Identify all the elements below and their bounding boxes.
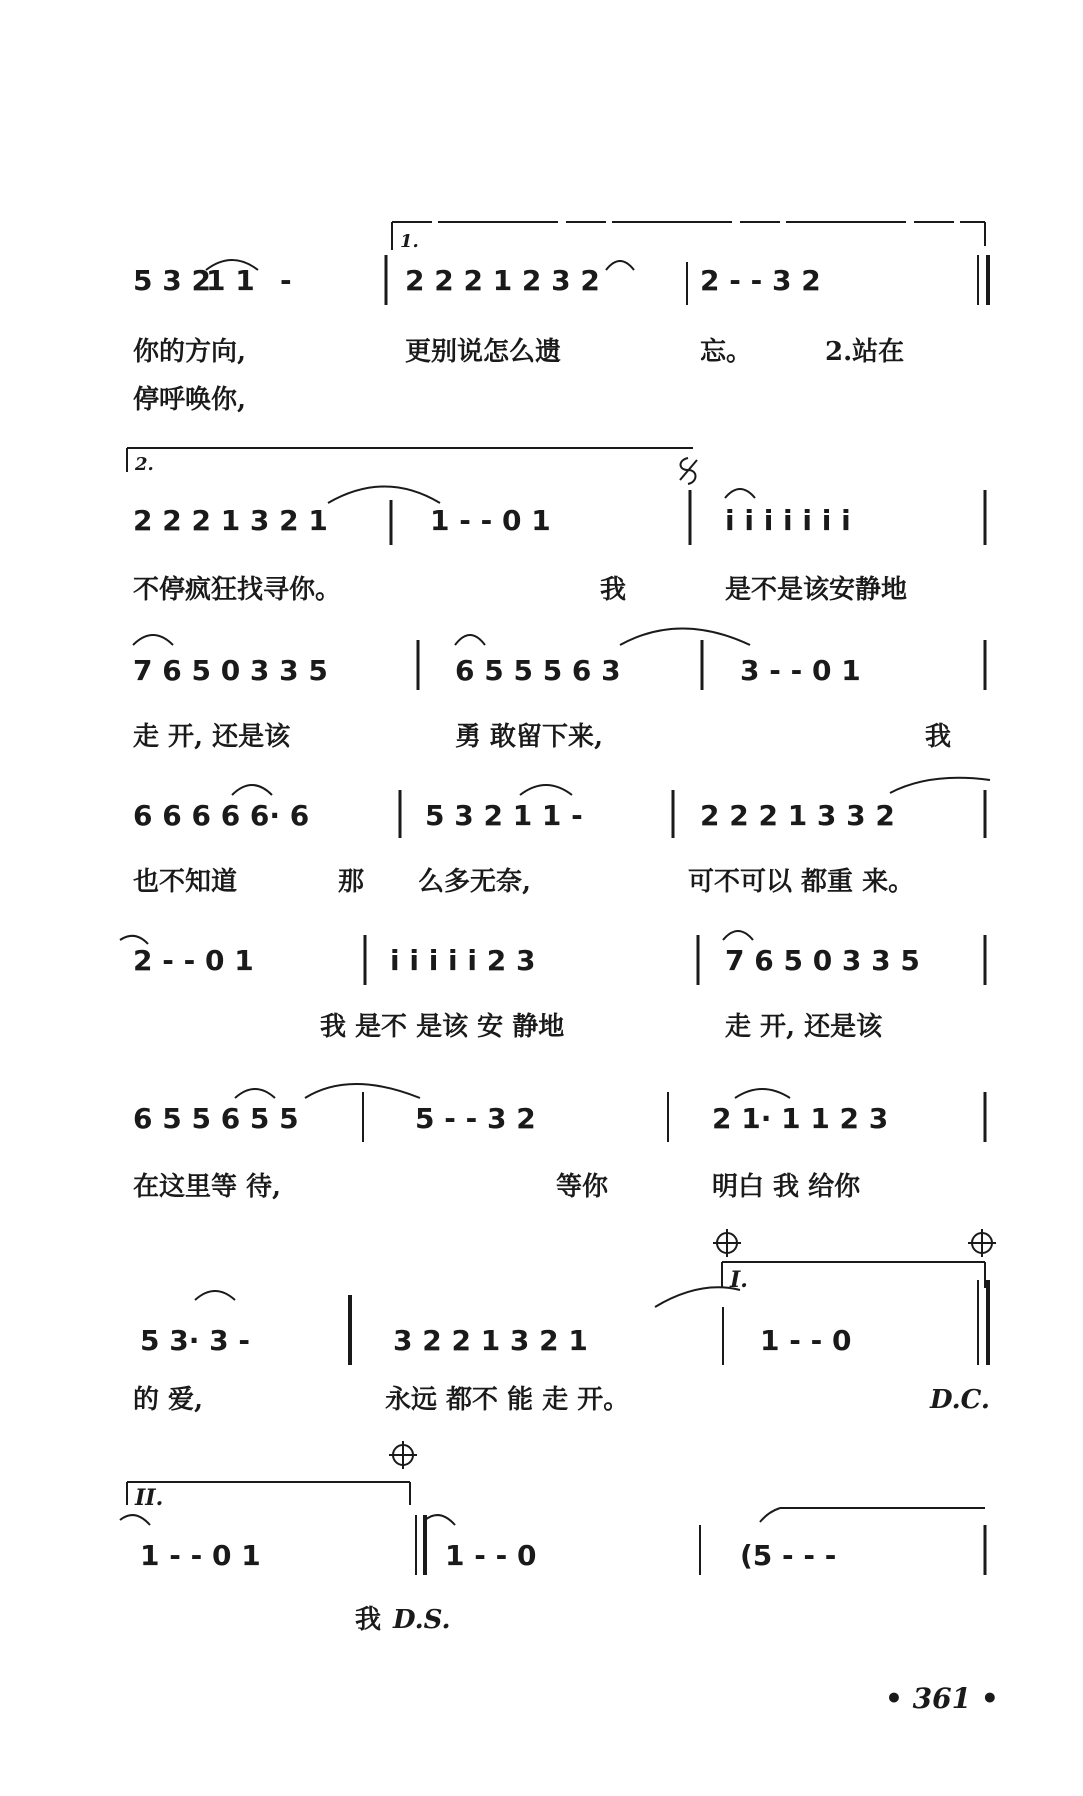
lyric-text: 我 xyxy=(925,722,952,752)
score-line xyxy=(133,944,920,1042)
note-group: 5 3 2 xyxy=(133,264,211,297)
volta-label-1: 1. xyxy=(400,231,419,252)
lyric-text: 在这里等 待, xyxy=(133,1172,282,1202)
lyric-text: 的 爱, xyxy=(133,1385,204,1415)
lyric-text: 我 xyxy=(600,575,627,605)
score-line xyxy=(133,504,907,605)
music-lines xyxy=(133,264,951,1635)
note-group: i i i i i i i xyxy=(725,504,851,537)
lyric-text: 走 开, 还是该 xyxy=(725,1012,883,1042)
score-line xyxy=(133,799,914,897)
note-group: 5 3· 3 - xyxy=(140,1324,250,1357)
note-group: i i i i i 2 3 xyxy=(390,944,536,977)
note-group: 1 - - 0 xyxy=(760,1324,852,1357)
lyric-text: 是不是该安静地 xyxy=(725,575,908,605)
volta-label-I: I. xyxy=(730,1267,748,1293)
lyric-text: 你的方向, xyxy=(133,337,247,367)
lyric-text: 2.站在 xyxy=(825,337,905,367)
score-line xyxy=(133,1324,851,1415)
note-group: 6 5 5 5 6 3 xyxy=(455,654,621,687)
lyric-text: 忘。 xyxy=(700,337,753,367)
note-group: 6 5 5 6 5 5 xyxy=(133,1102,299,1135)
note-group: 2 2 2 1 3 2 1 xyxy=(133,504,328,537)
dc-mark: D.C. xyxy=(930,1385,990,1415)
lyric-text: 我 是不 是该 安 静地 xyxy=(320,1012,565,1042)
lyric-text: 走 开, 还是该 xyxy=(133,722,291,752)
note-group: 2 2 2 1 3 3 2 xyxy=(700,799,895,832)
note-group: 3 2 2 1 3 2 1 xyxy=(393,1324,588,1357)
note-group: 5 3 2 1 1 - xyxy=(425,799,583,832)
lyric-text: 可不可以 都重 来。 xyxy=(688,867,915,897)
lyric-text: 更别说怎么遗 xyxy=(405,337,562,367)
continuation-lyric: 停呼唤你, xyxy=(133,385,247,415)
score-line xyxy=(133,654,951,752)
lyric-text: 那 xyxy=(338,867,365,897)
note-group: 2 - - 3 2 xyxy=(700,264,821,297)
lyric-text: 明白 我 给你 xyxy=(712,1172,861,1202)
note-group: 1 - - 0 xyxy=(445,1539,537,1572)
note-group: 1 - - 0 1 xyxy=(140,1539,261,1572)
score-line xyxy=(140,1539,836,1635)
lyric-text: 也不知道 xyxy=(133,867,238,897)
note-group: - xyxy=(280,264,292,297)
score-line xyxy=(133,264,904,367)
note-group: 3 - - 0 1 xyxy=(740,654,861,687)
page-number: • 361 • xyxy=(885,1682,999,1715)
note-group: 2 - - 0 1 xyxy=(133,944,254,977)
volta-label-2: 2. xyxy=(135,454,154,475)
note-group: 2 1· 1 1 2 3 xyxy=(712,1102,889,1135)
note-group: 2 2 2 1 2 3 2 xyxy=(405,264,600,297)
lyric-text: 不停疯狂找寻你。 xyxy=(133,575,342,605)
lyric-text: 我 xyxy=(355,1605,382,1635)
volta-label-II: II. xyxy=(135,1485,164,1511)
lyric-text: 勇 敢留下来, xyxy=(455,722,604,752)
note-group: 7 6 5 0 3 3 5 xyxy=(133,654,328,687)
lyric-text: 等你 xyxy=(556,1172,609,1202)
note-group: 7 6 5 0 3 3 5 xyxy=(725,944,920,977)
note-group: 6 6 6 6 6· 6 xyxy=(133,799,310,832)
note-group: 5 - - 3 2 xyxy=(415,1102,536,1135)
lyric-text: 永远 都不 能 走 开。 xyxy=(385,1385,630,1415)
note-group: (5 - - - xyxy=(740,1539,837,1572)
ds-mark: D.S. xyxy=(393,1605,451,1635)
note-group: 1 - - 0 1 xyxy=(430,504,551,537)
note-group: 1 1 xyxy=(206,264,255,297)
lyric-text: 么多无奈, xyxy=(418,867,532,897)
score-line xyxy=(133,1102,888,1202)
score-structure xyxy=(120,222,996,1575)
